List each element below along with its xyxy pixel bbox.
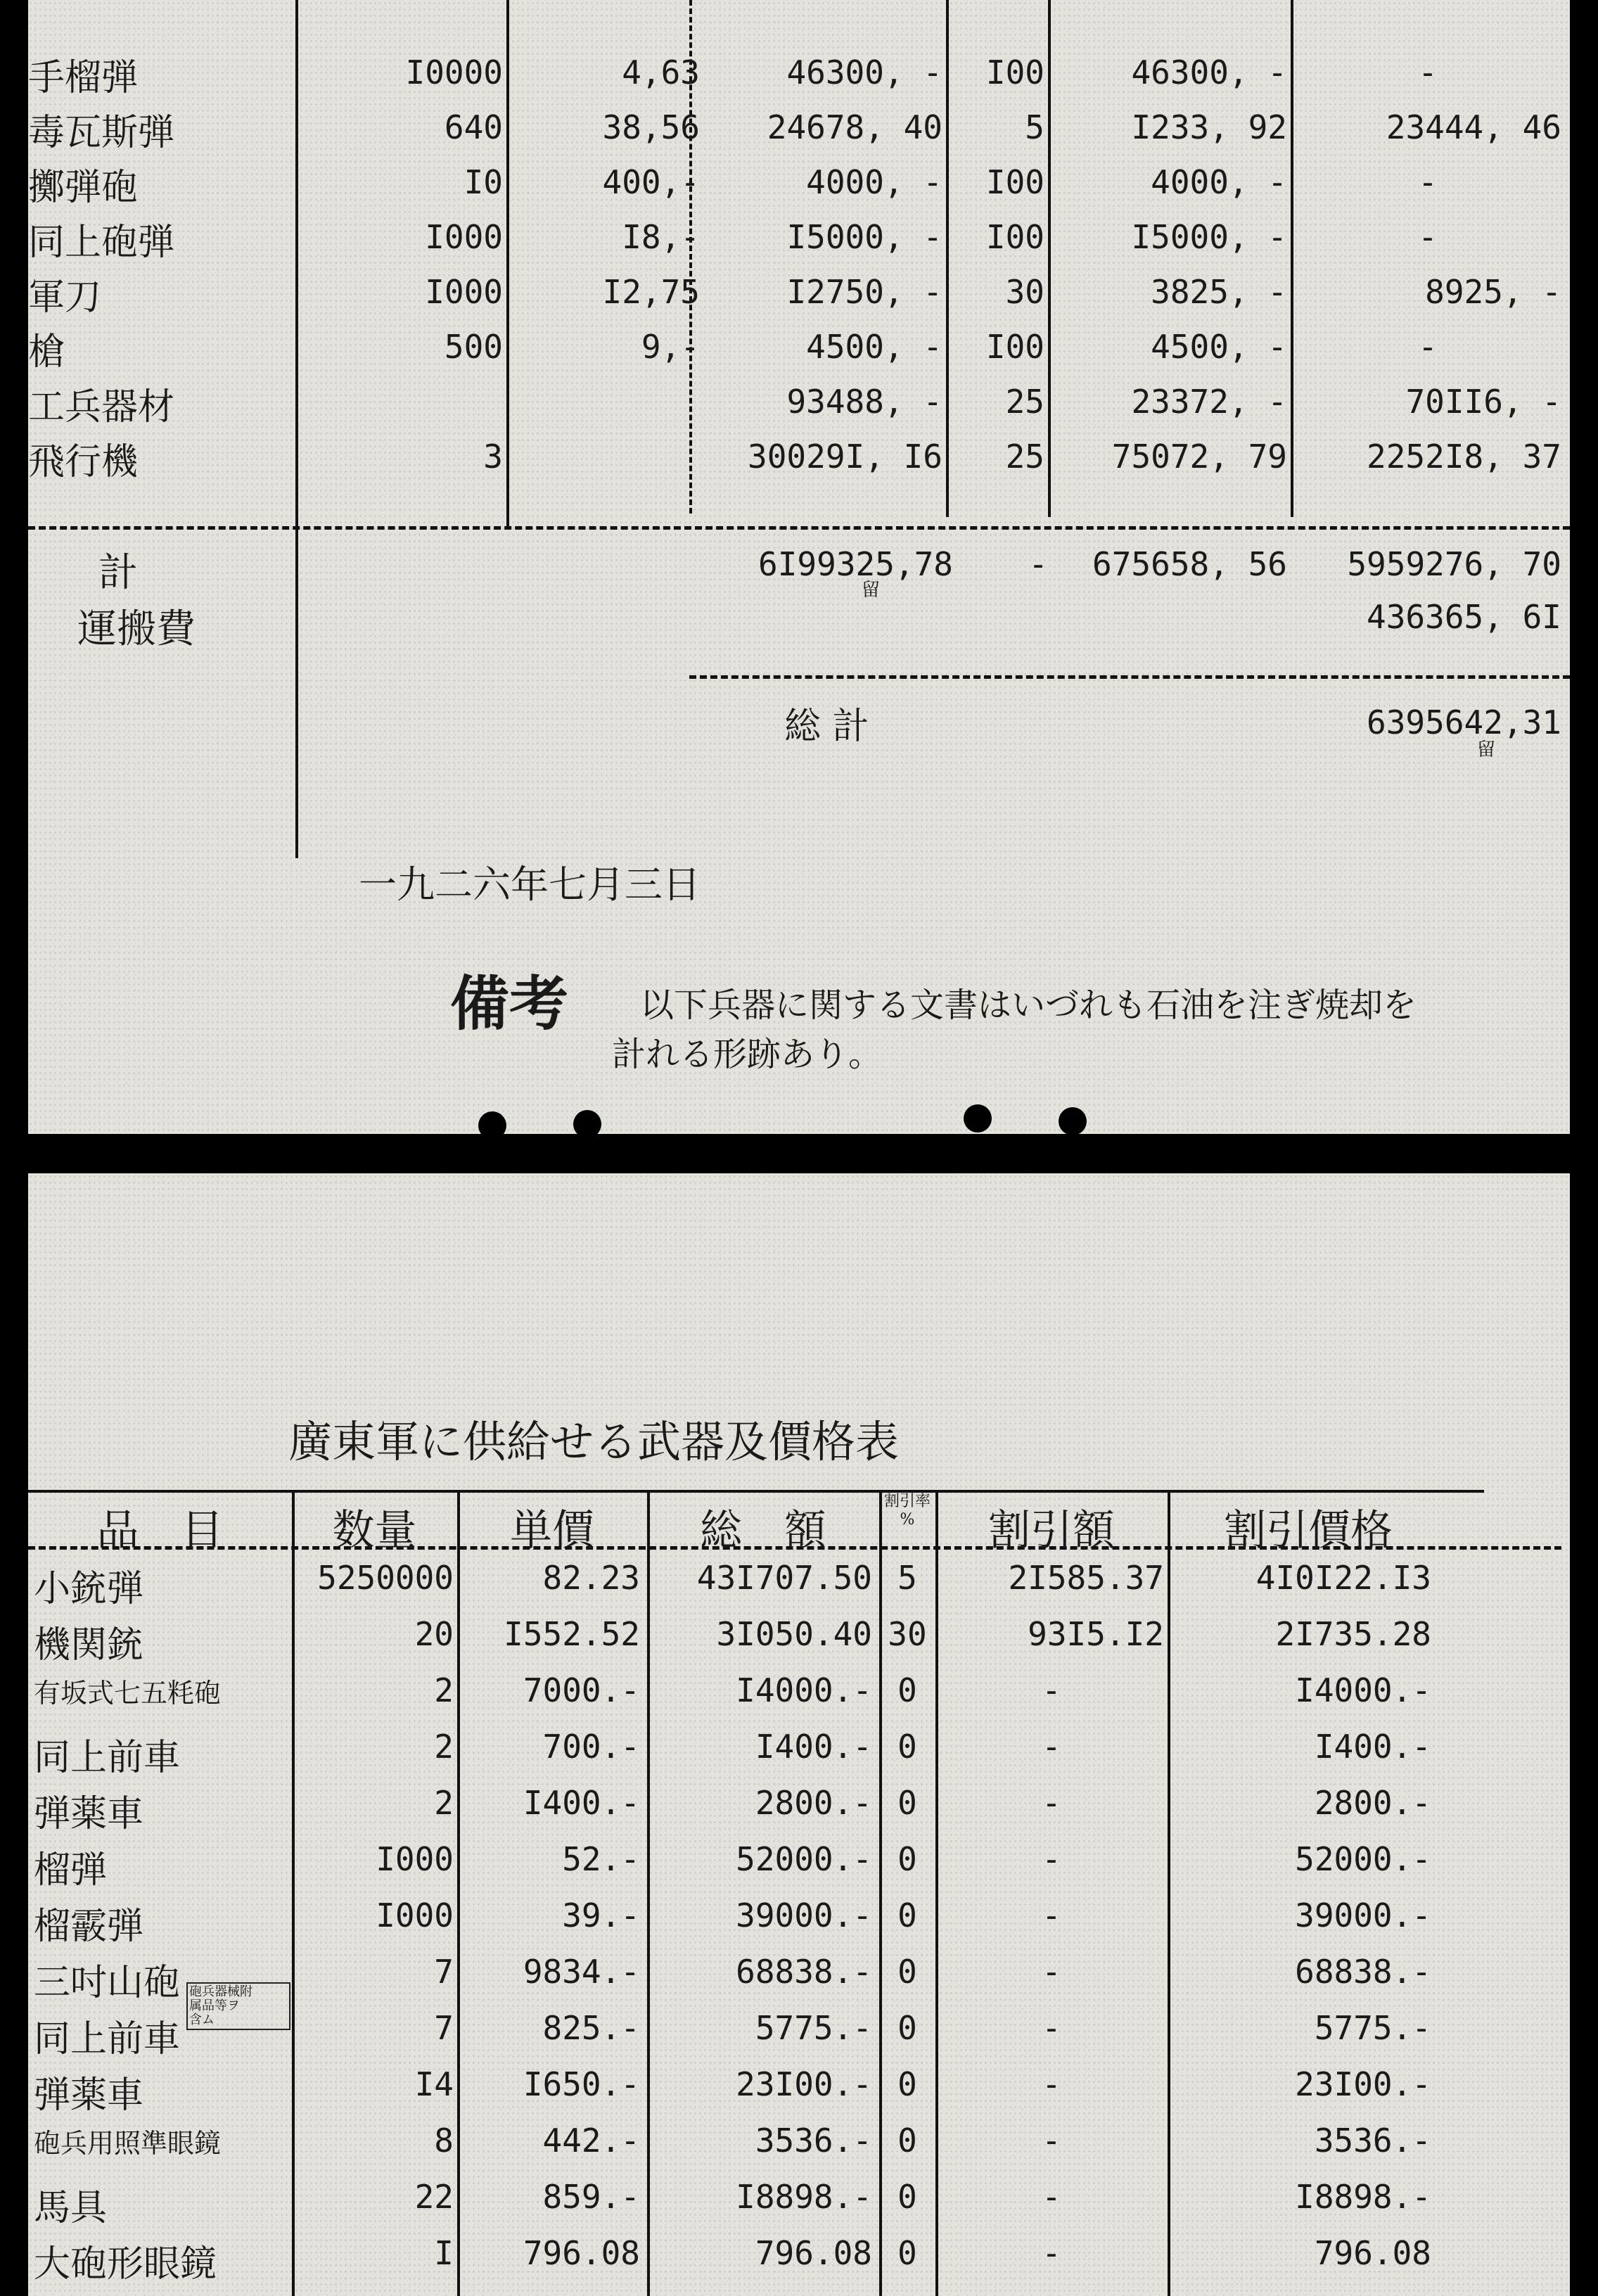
price-table-unit-price: 859.- [542, 2178, 640, 2216]
price-table-quantity: I [434, 2234, 454, 2272]
price-table-discount-rate: 0 [897, 1671, 917, 1709]
price-table-total-amount: 39000.- [736, 1896, 872, 1934]
price-table-discount-amount: - [1042, 1840, 1061, 1878]
price-table-item-name: 機関銃 [34, 1624, 144, 1666]
transport-label: 運搬費 [77, 606, 196, 652]
price-table-discount-amount: - [1042, 2122, 1061, 2160]
bottom-document-sheet [28, 1173, 1570, 2296]
price-table-quantity: 7 [434, 1953, 454, 1991]
transport-value: 436365, 6I [1367, 598, 1561, 636]
column-rule [295, 0, 298, 528]
price-table-total-amount: I4000.- [736, 1671, 872, 1709]
top-table-unit-price: 9,- [641, 328, 700, 366]
top-table-total-amount: 4000, - [806, 163, 942, 201]
price-table-discount-amount: - [1042, 2178, 1061, 2216]
remarks-line-2: 計れる形跡あり。 [612, 1035, 883, 1074]
price-table-discounted-price: 2I735.28 [1275, 1615, 1431, 1653]
price-table-unit-price: 825.- [542, 2009, 640, 2047]
column-rule [1048, 0, 1051, 517]
column-rule [506, 0, 509, 528]
sum-net: 5959276, 70 [1347, 545, 1561, 583]
top-table-item-name: 擲弾砲 [28, 167, 139, 209]
margin-note [186, 1982, 290, 2030]
column-rule [1168, 1490, 1170, 2296]
top-table-quantity: 640 [444, 108, 503, 146]
price-table-item-name: 砲兵用照準眼鏡 [34, 2128, 222, 2159]
price-table-discount-rate: 0 [897, 2065, 917, 2103]
grand-total-unit: 留 [1477, 739, 1496, 760]
price-table-discounted-price: 23I00.- [1295, 2065, 1431, 2103]
price-table-item-name: 同上前車 [34, 1737, 181, 1779]
header-quantity: 数量 [332, 1506, 417, 1555]
header-discount-amount: 割引額 [988, 1506, 1115, 1555]
grand-total-value: 6395642,31 [1367, 703, 1561, 741]
top-table-discount-amount: 3825, - [1151, 273, 1287, 311]
top-table-item-name: 軍刀 [28, 276, 102, 319]
price-table-discounted-price: 39000.- [1295, 1896, 1431, 1934]
sum-total [700, 545, 953, 583]
remarks-label: 備考 [450, 969, 569, 1038]
top-table-discount-rate: I00 [985, 218, 1044, 256]
top-table-discount-rate: 30 [1005, 273, 1044, 311]
price-table-discount-rate: 0 [897, 2234, 917, 2272]
price-table-unit-price: I400.- [523, 1784, 640, 1822]
top-table-discount-rate: I00 [985, 53, 1044, 91]
top-table-total-amount: 24678, 40 [767, 108, 942, 146]
binder-hole [478, 1111, 506, 1140]
column-rule [1291, 0, 1293, 517]
price-table-item-name: 弾薬車 [34, 2074, 144, 2117]
top-table-discount-rate: I00 [985, 163, 1044, 201]
top-table-discount-amount: 4500, - [1151, 328, 1287, 366]
top-table-total-amount: 30029I, I6 [748, 438, 942, 476]
price-table-discount-rate: 0 [897, 1840, 917, 1878]
top-table-quantity: I0000 [405, 53, 503, 91]
column-rule [295, 528, 298, 858]
price-table-discount-rate: 30 [888, 1615, 927, 1653]
price-table-item-name: 榴弾 [34, 1849, 108, 1892]
sum-total-unit: 留 [862, 580, 881, 601]
top-table-discount-amount: 23372, - [1131, 383, 1287, 421]
top-table-total-amount: 4500, - [806, 328, 942, 366]
price-table-discount-rate: 0 [897, 1728, 917, 1766]
price-table-unit-price: 9834.- [523, 1953, 640, 1991]
price-table-discount-rate: 0 [897, 2178, 917, 2216]
price-table-discounted-price: I400.- [1314, 1728, 1431, 1766]
price-table-quantity: I4 [414, 2065, 454, 2103]
price-table-unit-price: 796.08 [523, 2234, 640, 2272]
top-table-discounted-price: 2252I8, 37 [1367, 438, 1561, 476]
top-table-discounted-price: - [1418, 163, 1438, 201]
grand-total-separator [689, 675, 1570, 679]
price-table-discounted-price: 796.08 [1314, 2234, 1431, 2272]
top-table-quantity: I000 [425, 218, 503, 256]
binder-hole [1059, 1107, 1087, 1135]
price-table-total-amount: 5775.- [755, 2009, 872, 2047]
header-discount-rate [879, 1493, 935, 1529]
top-table-item-name: 同上砲弾 [28, 222, 175, 264]
price-table-discount-amount: - [1042, 2065, 1061, 2103]
price-table-total-amount: 43I707.50 [696, 1559, 872, 1597]
column-rule [879, 1490, 882, 2296]
price-table-discount-amount: - [1042, 1953, 1061, 1991]
price-table-discount-amount: - [1042, 1784, 1061, 1822]
top-table-discounted-price: - [1418, 328, 1438, 366]
header-total: 総 額 [700, 1506, 826, 1555]
top-table-discount-rate: 5 [1025, 108, 1044, 146]
price-table-unit-price: 82.23 [542, 1559, 640, 1597]
price-table-quantity: 20 [414, 1615, 454, 1653]
column-rule [935, 1490, 938, 2296]
price-table-item-name: 榴霰弾 [34, 1906, 144, 1948]
top-table-discounted-price: 8925, - [1425, 273, 1561, 311]
price-table-quantity: 2 [434, 1671, 454, 1709]
top-table-item-name: 手榴弾 [28, 57, 139, 99]
price-table-discount-amount: - [1042, 2009, 1061, 2047]
top-table-discounted-price: 70II6, - [1405, 383, 1561, 421]
remarks-line-1: 以下兵器に関する文書はいづれも石油を注ぎ焼却を [640, 986, 1417, 1025]
price-table-item-name: 弾薬車 [34, 1793, 144, 1835]
price-table-quantity: 22 [414, 2178, 454, 2216]
price-table-discount-amount: - [1042, 1728, 1061, 1766]
top-table-unit-price: I2,75 [602, 273, 700, 311]
binder-hole [964, 1104, 992, 1133]
top-table-item-name: 飛行機 [28, 441, 139, 483]
sum-discount: 675658, 56 [1092, 545, 1287, 583]
price-table-quantity: 5250000 [317, 1559, 454, 1597]
price-table-discounted-price: 4I0I22.I3 [1255, 1559, 1431, 1597]
top-table-discount-amount: I233, 92 [1131, 108, 1287, 146]
header-unit-price: 単價 [510, 1506, 594, 1555]
price-table-title: 廣東軍に供給せる武器及價格表 [288, 1416, 900, 1467]
price-table-unit-price: 442.- [542, 2122, 640, 2160]
top-table-discount-amount: 75072, 79 [1111, 438, 1287, 476]
top-table-total-amount: 46300, - [786, 53, 942, 91]
price-table-quantity: 2 [434, 1784, 454, 1822]
price-table-discount-amount: - [1042, 1896, 1061, 1934]
top-table-discount-amount: 4000, - [1151, 163, 1287, 201]
top-table-discount-rate: I00 [985, 328, 1044, 366]
price-table-discounted-price: 5775.- [1314, 2009, 1431, 2047]
price-table-total-amount: 52000.- [736, 1840, 872, 1878]
sum-label: 計 [98, 550, 138, 596]
top-table-unit-price: 400,- [602, 163, 700, 201]
header-item: 品 目 [96, 1506, 224, 1555]
price-table-total-amount: I400.- [755, 1728, 872, 1766]
margin-note-line: 含ム [189, 2013, 215, 2027]
top-table-quantity: I0 [464, 163, 503, 201]
column-rule [647, 1490, 650, 2296]
price-table-item-name: 三吋山砲 [34, 1962, 181, 2004]
top-table-discounted-price: - [1418, 218, 1438, 256]
sum-rate: - [1028, 545, 1048, 583]
price-table-total-amount: I8898.- [736, 2178, 872, 2216]
price-table-discount-rate: 0 [897, 2122, 917, 2160]
document-date: 一九二六年七月三日 [359, 862, 701, 907]
price-table-item-name: 大砲形眼鏡 [34, 2243, 217, 2285]
price-table-quantity: 7 [434, 2009, 454, 2047]
price-table-discount-rate: 0 [897, 1953, 917, 1991]
price-table-discounted-price: 3536.- [1314, 2122, 1431, 2160]
top-table-item-name: 毒瓦斯弾 [28, 112, 175, 154]
price-table-discount-rate: 0 [897, 1784, 917, 1822]
top-table-item-name: 工兵器材 [28, 386, 175, 428]
price-table-quantity: 2 [434, 1728, 454, 1766]
price-table-quantity: I000 [376, 1840, 454, 1878]
top-document-sheet [28, 0, 1570, 1134]
top-table-total-amount: 93488, - [786, 383, 942, 421]
price-table-discount-amount: - [1042, 1671, 1061, 1709]
top-table-discounted-price: - [1418, 53, 1438, 91]
top-table-quantity: 500 [444, 328, 503, 366]
price-table-unit-price: 7000.- [523, 1671, 640, 1709]
column-rule [457, 1490, 460, 2296]
top-table-discount-amount: I5000, - [1131, 218, 1287, 256]
price-table-unit-price: 52.- [562, 1840, 640, 1878]
price-table-total-amount: 23I00.- [736, 2065, 872, 2103]
price-table-unit-price: I650.- [523, 2065, 640, 2103]
price-table-item-name: 馬具 [34, 2187, 108, 2229]
price-table-discounted-price: I8898.- [1295, 2178, 1431, 2216]
price-table-total-amount: 796.08 [755, 2234, 872, 2272]
header-discounted-price: 割引價格 [1224, 1506, 1393, 1555]
price-table-item-name: 同上前車 [34, 2018, 181, 2060]
price-table-discounted-price: 2800.- [1314, 1784, 1431, 1822]
price-table-discount-rate: 5 [897, 1559, 917, 1597]
price-table-unit-price: 700.- [542, 1728, 640, 1766]
binder-hole [573, 1110, 601, 1138]
top-table-unit-price: 4,63 [622, 53, 700, 91]
price-table-discount-amount: - [1042, 2234, 1061, 2272]
top-table-discount-amount: 46300, - [1131, 53, 1287, 91]
price-table-unit-price: I552.52 [504, 1615, 640, 1653]
top-table-total-amount: I5000, - [786, 218, 942, 256]
price-table-discounted-price: 52000.- [1295, 1840, 1431, 1878]
price-table-discounted-price: I4000.- [1295, 1671, 1431, 1709]
top-table-discount-rate: 25 [1005, 438, 1044, 476]
top-table-total-amount: I2750, - [786, 273, 942, 311]
header-top-rule [28, 1490, 1484, 1493]
price-table-total-amount: 2800.- [755, 1784, 872, 1822]
price-table-item-name: 小銃弾 [34, 1568, 144, 1610]
column-rule [292, 1490, 295, 2296]
price-table-total-amount: 68838.- [736, 1953, 872, 1991]
top-table-discounted-price: 23444, 46 [1386, 108, 1561, 146]
margin-note-line: 属品等ヲ [189, 1998, 240, 2013]
top-table-discount-rate: 25 [1005, 383, 1044, 421]
price-table-total-amount: 3536.- [755, 2122, 872, 2160]
column-rule [946, 0, 949, 517]
price-table-total-amount: 3I050.40 [716, 1615, 872, 1653]
margin-note-line: 砲兵器械附 [189, 1984, 253, 1999]
price-table-discount-amount: 2I585.37 [1008, 1559, 1164, 1597]
price-table-discount-rate: 0 [897, 1896, 917, 1934]
grand-total-label: 総 計 [784, 706, 869, 748]
top-table-quantity: I000 [425, 273, 503, 311]
top-table-quantity: 3 [483, 438, 503, 476]
price-table-discounted-price: 68838.- [1295, 1953, 1431, 1991]
header-discount-rate-label: 割引率 [883, 1493, 931, 1510]
top-table-unit-price: I8,- [622, 218, 700, 256]
price-table-discount-amount: 93I5.I2 [1028, 1615, 1164, 1653]
price-table-unit-price: 39.- [562, 1896, 640, 1934]
header-discount-rate-unit: % [900, 1511, 915, 1529]
sum-total-value: 6I99325,78 [758, 545, 953, 583]
price-table-quantity: I000 [376, 1896, 454, 1934]
top-table-item-name: 槍 [28, 331, 65, 374]
price-table-item-name: 有坂式七五粍砲 [34, 1678, 222, 1709]
price-table-quantity: 8 [434, 2122, 454, 2160]
top-table-unit-price: 38,56 [602, 108, 700, 146]
table-separator [28, 526, 1570, 530]
price-table-discount-rate: 0 [897, 2009, 917, 2047]
